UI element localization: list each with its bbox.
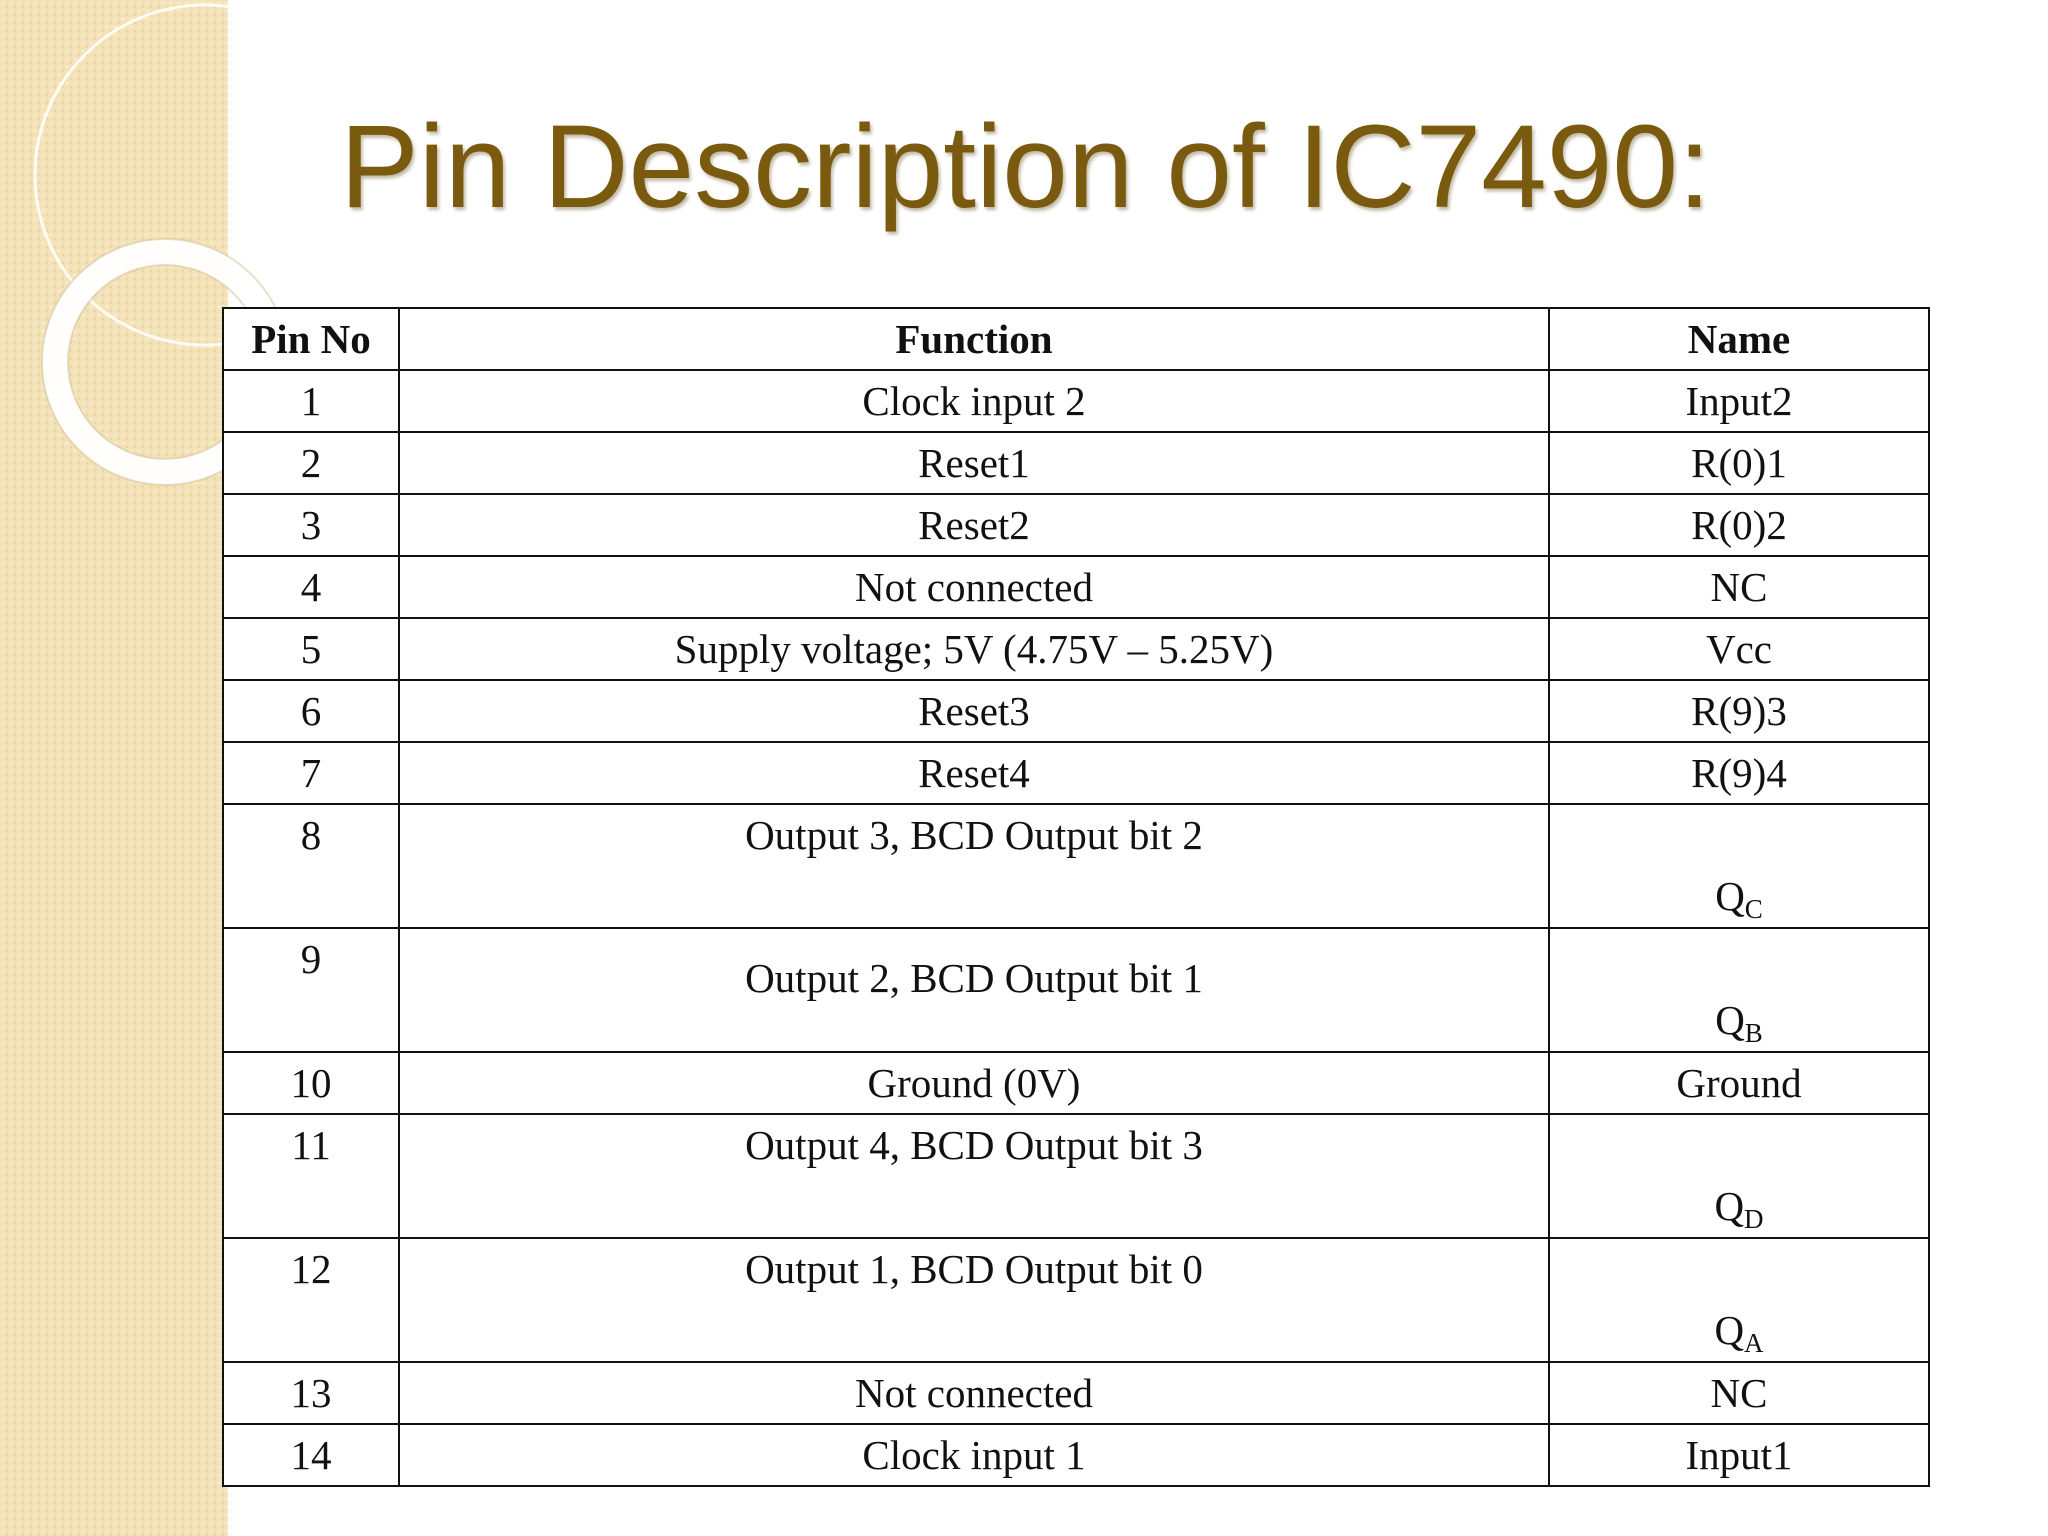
pin-name: R(0)2 <box>1549 494 1929 556</box>
pin-function: Supply voltage; 5V (4.75V – 5.25V) <box>399 618 1549 680</box>
pin-number: 6 <box>223 680 399 742</box>
pin-function: Reset3 <box>399 680 1549 742</box>
pin-name-symbol <box>1715 996 1763 1051</box>
pin-function: Not connected <box>399 556 1549 618</box>
pin-number: 13 <box>223 1362 399 1424</box>
pin-number <box>223 928 399 1052</box>
pin-number: 7 <box>223 742 399 804</box>
pin-name: Vcc <box>1549 618 1929 680</box>
pin-name-symbol <box>1715 872 1763 927</box>
pin-function-text: Output 4, BCD Output bit 3 <box>745 1122 1203 1168</box>
table-row <box>223 742 1929 804</box>
pin-name-subscript: C <box>1744 894 1763 924</box>
table-row <box>223 1238 1929 1362</box>
table-row <box>223 1362 1929 1424</box>
pin-number <box>223 1114 399 1238</box>
table-row <box>223 804 1929 928</box>
slide-title: Pin Description of IC7490: <box>340 101 1711 233</box>
pin-name: R(9)3 <box>1549 680 1929 742</box>
pin-number: 1 <box>223 370 399 432</box>
pin-name: R(9)4 <box>1549 742 1929 804</box>
pin-function: Ground (0V) <box>399 1052 1549 1114</box>
pin-number-text: 8 <box>300 812 322 858</box>
header-name: Name <box>1549 308 1929 370</box>
pin-function: Clock input 2 <box>399 370 1549 432</box>
pin-name-subscript: D <box>1744 1204 1764 1234</box>
table-row <box>223 1114 1929 1238</box>
table-row <box>223 928 1929 1052</box>
pin-number: 2 <box>223 432 399 494</box>
pin-function <box>399 1238 1549 1362</box>
pin-function: Clock input 1 <box>399 1424 1549 1486</box>
pin-number: 3 <box>223 494 399 556</box>
table-row <box>223 494 1929 556</box>
pin-name: Ground <box>1549 1052 1929 1114</box>
pin-number <box>223 1238 399 1362</box>
pin-number: 5 <box>223 618 399 680</box>
pin-function: Reset1 <box>399 432 1549 494</box>
table-row <box>223 618 1929 680</box>
header-function: Function <box>399 308 1549 370</box>
table-row <box>223 556 1929 618</box>
pin-name <box>1549 804 1929 928</box>
pin-function <box>399 928 1549 1052</box>
header-pin-no: Pin No <box>223 308 399 370</box>
pin-description-table <box>222 307 1930 1487</box>
decorative-side-band <box>0 0 228 1536</box>
pin-function-text: Output 2, BCD Output bit 1 <box>745 955 1203 1001</box>
pin-name-subscript: A <box>1744 1328 1764 1358</box>
pin-function: Not connected <box>399 1362 1549 1424</box>
pin-name <box>1549 1238 1929 1362</box>
pin-name <box>1549 1114 1929 1238</box>
pin-name: NC <box>1549 556 1929 618</box>
table-row <box>223 370 1929 432</box>
table-row <box>223 1052 1929 1114</box>
pin-number: 14 <box>223 1424 399 1486</box>
table-row <box>223 1424 1929 1486</box>
pin-name: Input2 <box>1549 370 1929 432</box>
pin-function: Reset2 <box>399 494 1549 556</box>
pin-function: Reset4 <box>399 742 1549 804</box>
pin-number-text: 9 <box>300 936 322 982</box>
pin-name: NC <box>1549 1362 1929 1424</box>
pin-name: Input1 <box>1549 1424 1929 1486</box>
pin-name-symbol <box>1714 1182 1763 1237</box>
pin-name-subscript: B <box>1744 1018 1763 1048</box>
pin-function-text: Output 1, BCD Output bit 0 <box>745 1246 1203 1292</box>
pin-number: 10 <box>223 1052 399 1114</box>
pin-number <box>223 804 399 928</box>
pin-number-text: 12 <box>290 1246 332 1292</box>
pin-name: R(0)1 <box>1549 432 1929 494</box>
pin-function <box>399 1114 1549 1238</box>
pin-function-text: Output 3, BCD Output bit 2 <box>745 812 1203 858</box>
pin-name-base: Q <box>1715 873 1745 919</box>
pin-name-base: Q <box>1714 1183 1745 1229</box>
table-row <box>223 432 1929 494</box>
pin-name-base: Q <box>1714 1307 1745 1353</box>
pin-number-text: 11 <box>291 1122 331 1168</box>
pin-name <box>1549 928 1929 1052</box>
pin-function <box>399 804 1549 928</box>
table-row <box>223 680 1929 742</box>
pin-name-base: Q <box>1715 997 1745 1043</box>
pin-number: 4 <box>223 556 399 618</box>
pin-name-symbol <box>1714 1306 1763 1361</box>
table-header-row <box>223 308 1929 370</box>
